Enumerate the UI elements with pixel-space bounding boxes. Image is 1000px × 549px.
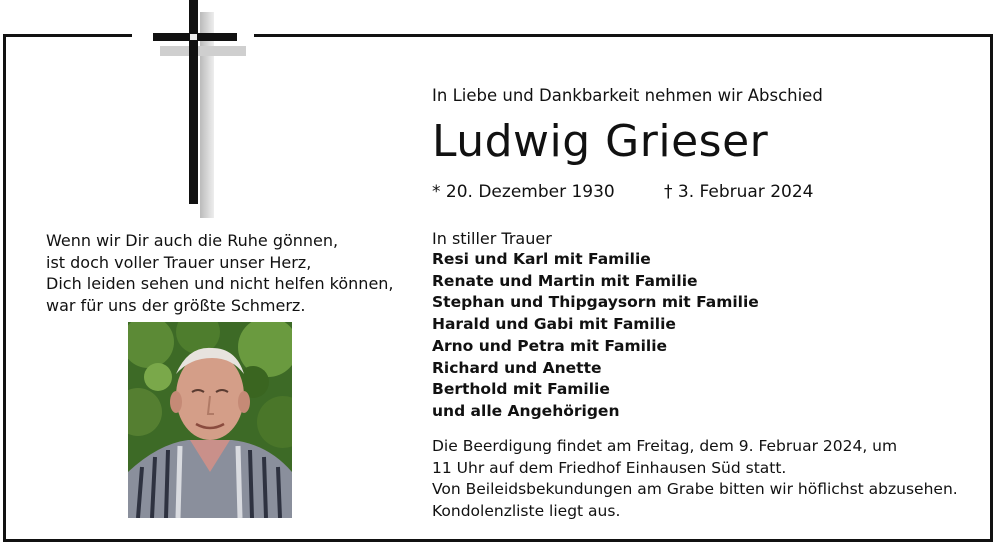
- cross-icon: [150, 0, 260, 220]
- mourning-label: In stiller Trauer: [432, 229, 552, 248]
- funeral-line: Von Beileidsbekundungen am Grabe bitten wir höflichst abzusehen.: [432, 480, 958, 498]
- list-item: Renate und Martin mit Familie: [432, 271, 698, 290]
- list-item: Arno und Petra mit Familie: [432, 336, 668, 355]
- poem-line: Dich leiden sehen und nicht helfen können,: [46, 274, 394, 293]
- deceased-name: Ludwig Grieser: [432, 116, 769, 167]
- mourners-list: [432, 249, 759, 423]
- poem-line: Wenn wir Dir auch die Ruhe gönnen,: [46, 231, 339, 250]
- list-item: Berthold mit Familie: [432, 380, 610, 399]
- list-item: Richard und Anette: [432, 358, 602, 377]
- birth-date: * 20. Dezember 1930: [432, 182, 615, 202]
- funeral-line: Kondolenzliste liegt aus.: [432, 501, 621, 520]
- funeral-info: [432, 436, 958, 522]
- list-item: Stephan und Thipgaysorn mit Familie: [432, 293, 759, 312]
- poem-line: war für uns der größte Schmerz.: [46, 295, 306, 315]
- list-item: Resi und Karl mit Familie: [432, 250, 651, 268]
- funeral-line: Die Beerdigung findet am Freitag, dem 9. Februar 2024, um: [432, 437, 898, 455]
- funeral-line: 11 Uhr auf dem Friedhof Einhausen Süd statt.: [432, 458, 787, 477]
- portrait-photo: [128, 322, 292, 518]
- intro-text: In Liebe und Dankbarkeit nehmen wir Abschied: [432, 86, 823, 105]
- list-item: und alle Angehörigen: [432, 401, 620, 420]
- list-item: Harald und Gabi mit Familie: [432, 315, 676, 334]
- poem: [46, 230, 394, 316]
- death-date: † 3. Februar 2024: [664, 182, 814, 202]
- poem-line: ist doch voller Trauer unser Herz,: [46, 252, 312, 272]
